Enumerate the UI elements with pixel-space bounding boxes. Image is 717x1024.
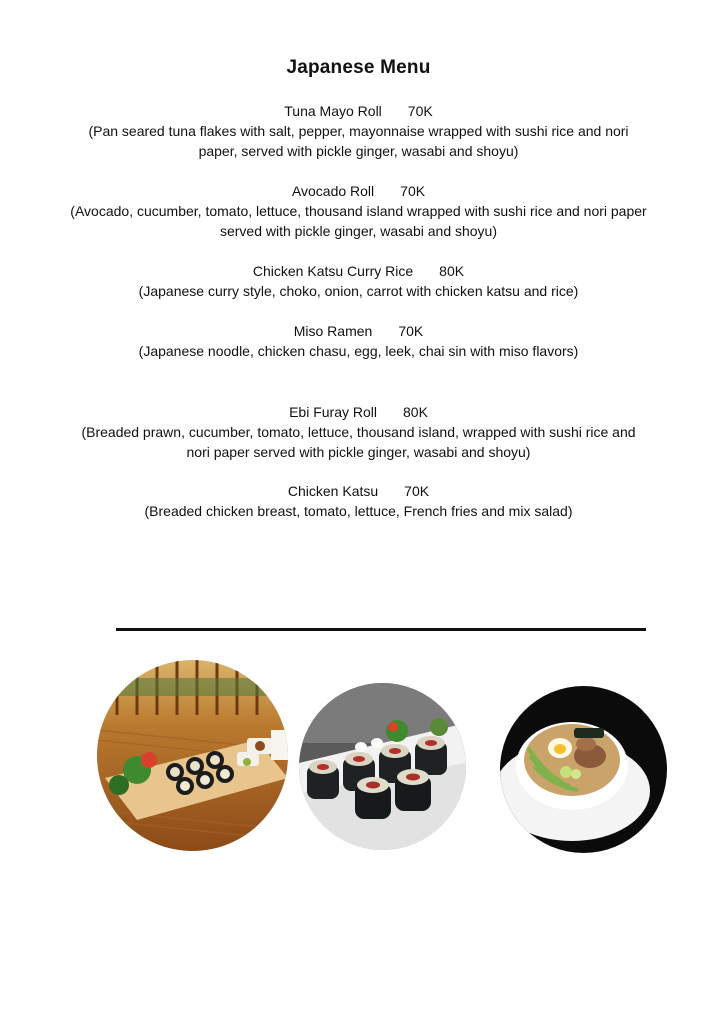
ramen-bowl-photo [500,686,667,853]
item-name: Ebi Furay Roll [289,404,377,420]
item-price: 70K [398,323,424,339]
menu-item-ebi-furay-roll [0,402,717,462]
item-description: (Pan seared tuna flakes with salt, pepper, mayonnaise wrapped with sushi rice and nori paper, served with pickle ginger, wasabi and shoyu) [88,123,629,159]
item-name: Miso Ramen [293,323,373,339]
item-price: 70K [400,183,426,199]
item-name: Tuna Mayo Roll [284,103,382,119]
item-description: (Japanese noodle, chicken chasu, egg, leek, chai sin with miso flavors) [138,343,579,359]
sushi-platter-photo [97,660,288,851]
section-divider [116,628,646,631]
sushi-rolls-photo [299,683,466,850]
item-price: 80K [403,404,428,420]
item-description: (Breaded chicken breast, tomato, lettuce, French fries and mix salad) [144,503,573,519]
item-price: 80K [439,263,465,279]
menu-item-tuna-mayo-roll [0,101,717,161]
item-description: (Avocado, cucumber, tomato, lettuce, thousand island wrapped with sushi rice and nori paper served with pickle ginger, wasabi and shoyu) [70,203,647,239]
item-name: Chicken Katsu [287,483,379,499]
item-price: 70K [404,483,430,499]
menu-title: Japanese Menu [286,57,431,78]
item-price: 70K [407,103,433,119]
menu-item-avocado-roll [0,181,717,241]
menu-item-chicken-katsu-curry-rice [0,261,717,301]
menu-item-miso-ramen [0,321,717,361]
item-description: (Japanese curry style, choko, onion, carrot with chicken katsu and rice) [138,283,579,299]
menu-item-chicken-katsu [0,481,717,521]
item-name: Avocado Roll [291,183,375,199]
item-name: Chicken Katsu Curry Rice [252,263,414,279]
item-description: (Breaded prawn, cucumber, tomato, lettuce, thousand island, wrapped with sushi rice and nori paper served with pickle ginger, wasabi and shoyu) [81,424,636,460]
